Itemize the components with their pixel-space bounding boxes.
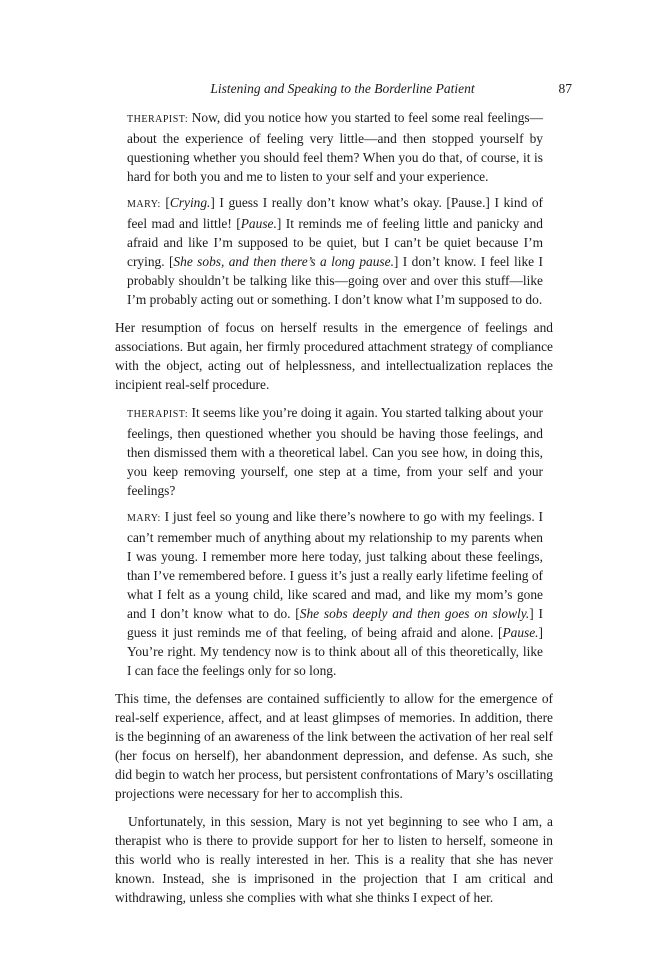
speaker-label: THERAPIST: [127,409,189,420]
stage-direction: She sobs, and then there’s a long pause. [173,254,394,269]
speaker-label: THERAPIST: [127,114,189,125]
dialogue-text: ] I guess it just reminds me of that feeling, of being afraid and alone. [ [127,606,543,640]
stage-direction: Crying. [169,195,211,210]
running-head: Listening and Speaking to the Borderline Patient [210,81,475,96]
dialogue-text: ] You’re right. My tendency now is to think about all of this theoretically, like I can face the feelings only for so long. [127,625,543,678]
dialogue-turn-mary [127,193,543,309]
stage-direction: She sobs deeply and then goes on slowly. [299,606,530,621]
page-header [115,79,570,101]
speaker-label: MARY: [127,513,161,524]
dialogue-turn-therapist [127,108,543,186]
dialogue-text: ] I guess I really don’t know what’s okay. [Pause.] I kind of feel mad and little! [ [127,195,543,231]
speaker-label: MARY: [127,199,161,210]
stage-direction: Pause. [240,216,277,231]
body-paragraph-2: This time, the defenses are contained sufficiently to allow for the emergence of real-self experience, affect, and at least glimpses of memories. In addition, there is the beginning of an awareness of the link between the activation of her real self (her focus on herself), her abandonment depression, and defense. As such, she did begin to watch her process, but persistent confrontations of Mary’s oscillating projections were necessary for her to accomplish this. [115,691,553,801]
dialogue-text: ] I don’t know. I feel like I probably shouldn’t be talking like this—going over and over this stuff—like I’m probably acting out or something. I don’t know what I’m supposed to do. [127,254,543,307]
body-paragraph-1: Her resumption of focus on herself results in the emergence of feelings and associations. But again, her firmly procedured attachment strategy of compliance with the object, acting out of helplessness, and intellectualization replaces the incipient real-self procedure. [115,320,553,392]
dialogue-block-1 [127,108,543,309]
dialogue-turn-mary [127,507,543,680]
dialogue-text: Now, did you notice how you started to feel some real feelings—about the experience of feeling very little—and then stopped yourself by questioning whether you should feel them? When you do that, of course, it is hard for both you and me to listen to your self and your experience. [127,110,543,184]
dialogue-block-2 [127,403,543,680]
page-number: 87 [558,81,572,96]
page-body [115,108,553,916]
dialogue-text: It seems like you’re doing it again. You started talking about your feelings, then questioned whether you should be having those feelings, and then dismissed them with a theoretical label. Can you see how, in doing this, you keep removing yourself, one step at a time, from your self and your feelings? [127,405,543,498]
stage-direction: Pause. [502,625,539,640]
dialogue-turn-therapist [127,403,543,500]
dialogue-text: I just feel so young and like there’s nowhere to go with my feelings. I can’t remember much of anything about my relationship to my parents when I was young. I remember more here today, just talking about these feelings, than I’ve remembered before. I guess it’s just a really early lifetime feeling of what I felt as a young child, like scared and mad, and like my mom’s gone and I don’t know what to do. [ [127,509,543,621]
dialogue-text: ] It reminds me of feeling little and panicky and afraid and like I’m supposed to be quiet, but I can’t be quiet because I’m crying. [ [127,216,544,269]
dialogue-text: [ [160,195,170,210]
body-paragraph-3: Unfortunately, in this session, Mary is not yet beginning to see who I am, a therapist who is there to provide support for her to listen to herself, someone in this world who is really interested in her. This is a reality that she has never known. Instead, she is imprisoned in the projection that I am critical and withdrawing, unless she complies with what she thinks I expect of her. [115,814,553,905]
